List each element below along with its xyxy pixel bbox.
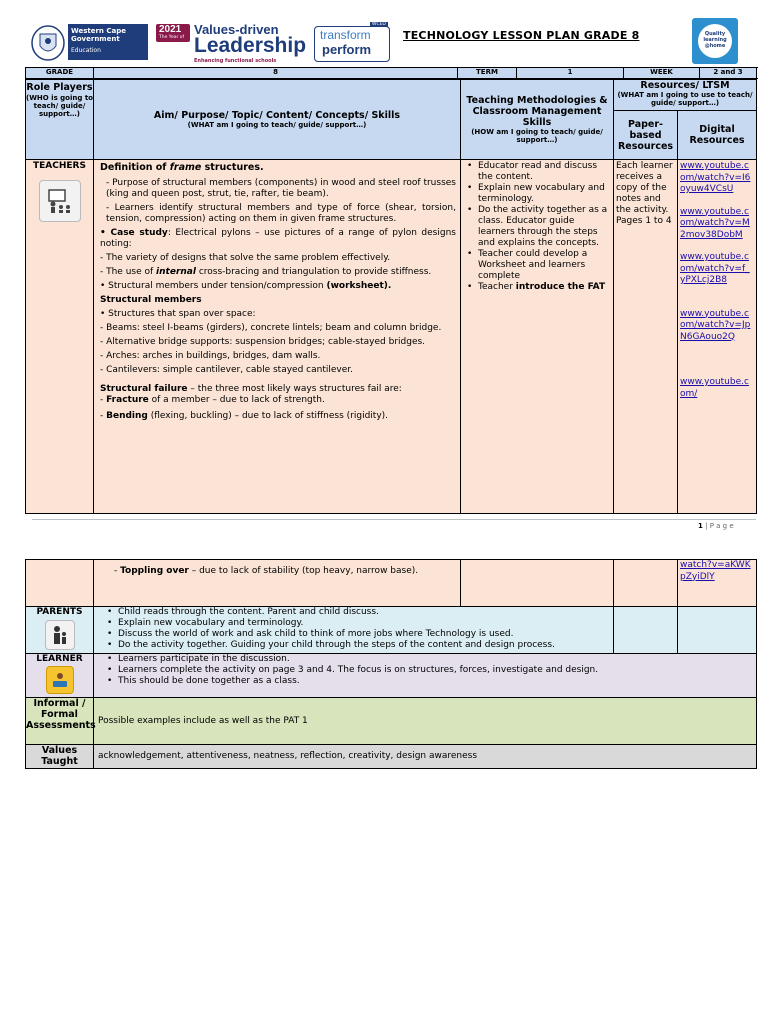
content-item: - Purpose of structural members (components) in wood and steel roof trusses (king and queen post, strut, tie, rafter, tie beam). <box>106 178 456 199</box>
failure-fracture: - Fracture of a member – due to lack of strength. <box>100 395 325 405</box>
paper-header: Paper-based Resources <box>614 111 678 160</box>
parent-child-icon <box>45 620 75 650</box>
column-header-row <box>26 80 757 111</box>
digital-header: Digital Resources <box>678 111 757 160</box>
content-item: - The use of internal cross-bracing and triangulation to provide stiffness. <box>100 267 432 277</box>
term-label: TERM <box>458 68 517 79</box>
method-item: • Do the activity together as a class. Educator guide learners through the steps and explains the concepts. <box>478 205 611 249</box>
tp-line1: transform <box>320 28 371 42</box>
parents-item: • Do the activity together. Guiding your child through the steps of the content and design process. <box>118 640 611 651</box>
methods-list <box>464 161 611 293</box>
vdl-year: 2021 <box>159 24 182 35</box>
content-item: • Structures that span over space: <box>100 309 256 319</box>
content-item: - Beams: steel I-beams (girders), concrete lintels; beam and column bridge. <box>100 323 442 333</box>
youtube-link[interactable]: www.youtube.com/watch?v=M2mov38DobM <box>680 206 750 240</box>
role-players-sub: (WHO is going to teach/ guide/ support…) <box>26 94 93 118</box>
parents-label: PARENTS <box>36 607 83 617</box>
wc-logo-line1: Western Cape <box>71 27 126 35</box>
youtube-link[interactable]: www.youtube.com/watch?v=JpN6GAouo2Q <box>680 308 751 342</box>
parents-list <box>100 607 611 651</box>
tp-line2: perform <box>322 42 372 57</box>
page-title: TECHNOLOGY LESSON PLAN GRADE 8 <box>403 29 640 42</box>
aim-title: Aim/ Purpose/ Topic/ Content/ Concepts/ Skills <box>153 110 401 121</box>
teachers-cell <box>26 160 94 514</box>
youtube-link[interactable]: www.youtube.com/watch?v=I6oyuw4VCsU <box>680 161 751 194</box>
learner-list <box>100 654 754 687</box>
assessment-text: Possible examples include as well as the PAT 1 <box>94 698 757 745</box>
values-text: acknowledgement, attentiveness, neatness, reflection, creativity, design awareness <box>94 745 757 769</box>
method-item: • Teacher introduce the FAT <box>478 282 611 293</box>
assessment-row <box>26 698 757 745</box>
week-value: 2 and 3 <box>700 68 757 79</box>
grade-value: 8 <box>94 68 458 79</box>
vdl-top: Values-driven <box>194 22 279 37</box>
wc-logo-line2: Government <box>71 35 120 43</box>
learner-label: LEARNER <box>36 654 83 664</box>
methods-title: Teaching Methodologies & Classroom Management Skills <box>466 95 608 128</box>
content-item: - Arches: arches in buildings, bridges, dam walls. <box>100 351 321 361</box>
footer-rule <box>32 519 756 520</box>
western-cape-logo <box>30 24 150 64</box>
learner-laptop-icon <box>46 666 74 694</box>
teachers-methods <box>461 160 614 514</box>
failure-bending: - Bending (flexing, buckling) – due to lack of stiffness (rigidity). <box>100 411 389 421</box>
method-item: • Explain new vocabulary and terminology. <box>478 183 611 205</box>
methods-header <box>461 80 614 160</box>
lesson-plan-table <box>25 67 757 79</box>
quality-learning-home-logo <box>692 18 738 64</box>
teacher-icon <box>39 180 81 222</box>
meta-row <box>26 68 757 79</box>
resources-header <box>614 80 757 111</box>
page-number: 1 | P a g e <box>698 522 734 530</box>
methods-sub: (HOW am I going to teach/ guide/ support…) <box>471 128 603 144</box>
coat-of-arms-icon <box>30 24 66 62</box>
parents-item: • Child reads through the content. Parent and child discuss. <box>118 607 611 618</box>
content-item: - Alternative bridge supports: suspension bridges; cable-stayed bridges. <box>100 337 426 347</box>
digital-resources <box>678 160 757 514</box>
learner-item: • Learners participate in the discussion. <box>118 654 754 665</box>
resources-sub: (WHAT am I going to use to teach/ guide/ support…) <box>617 91 753 107</box>
content-item: • Structural members under tension/compression (worksheet). <box>100 281 392 291</box>
content-item: - Cantilevers: simple cantilever, cable stayed cantilever. <box>100 365 353 375</box>
vdl-main: Leadership <box>194 34 307 57</box>
content-subheading: Structural members <box>100 295 202 305</box>
assessment-label: Informal / Formal Assessments <box>26 698 94 745</box>
page2-table <box>25 559 757 769</box>
tp-badge: WCED <box>372 22 386 27</box>
aim-header <box>94 80 461 160</box>
method-item: • Teacher could develop a Worksheet and learners complete <box>478 249 611 282</box>
method-item: • Educator read and discuss the content. <box>478 161 611 183</box>
learner-cell <box>26 654 94 698</box>
content-heading: Definition of frame structures. <box>100 162 264 173</box>
grade-label: GRADE <box>26 68 94 79</box>
teachers-row <box>26 160 757 514</box>
learner-row <box>26 654 757 698</box>
teachers-content <box>94 160 461 514</box>
values-row <box>26 745 757 769</box>
structural-failure: Structural failure – the three most likely ways structures fail are: <box>100 384 402 394</box>
learner-content <box>94 654 757 698</box>
paper-resources: Each learner receives a copy of the notes and the activity. Pages 1 to 4 <box>614 160 678 514</box>
content-table <box>25 79 757 514</box>
teachers-label: TEACHERS <box>33 161 86 171</box>
content-item: • Case study: Electrical pylons – use pictures of a range of pylon designs noting: <box>100 228 456 249</box>
resources-title: Resources/ LTSM <box>640 80 730 91</box>
wc-logo-line3: Education <box>71 47 101 54</box>
youtube-link[interactable]: www.youtube.com/watch?v=f_yPXLcj2B8 <box>680 252 750 285</box>
week-label: WEEK <box>624 68 700 79</box>
toppling-row <box>26 560 757 607</box>
content-item: - The variety of designs that solve the same problem effectively. <box>100 253 391 263</box>
transform-perform-logo <box>314 22 390 66</box>
role-players-title: Role Players <box>26 82 93 93</box>
parents-item: • Explain new vocabulary and terminology. <box>118 618 611 629</box>
youtube-link[interactable]: watch?v=aKWKpZyiDlY <box>680 560 751 582</box>
aim-sub: (WHAT am I going to teach/ guide/ support…) <box>187 121 367 129</box>
vdl-tag: Enhancing functional schools <box>194 58 277 64</box>
content-item: - Learners identify structural members and type of force (shear, torsion, tension, compression) acting on them in given frame structures. <box>106 203 456 224</box>
vdl-yearsub: The Year of <box>159 35 185 40</box>
ql-text: Quality learning @home <box>703 31 727 49</box>
role-players-header <box>26 80 94 160</box>
youtube-link[interactable]: www.youtube.com/ <box>680 377 749 399</box>
learner-item: • Learners complete the activity on page 3 and 4. The focus is on structures, forces, investigate and design. <box>118 665 754 676</box>
parents-content <box>94 607 614 654</box>
parents-row <box>26 607 757 654</box>
term-value: 1 <box>517 68 624 79</box>
toppling-text: - Toppling over – due to lack of stability (top heavy, narrow base). <box>94 560 461 607</box>
values-label: Values Taught <box>26 745 94 769</box>
parents-item: • Discuss the world of work and ask child to think of more jobs where Technology is used. <box>118 629 611 640</box>
learner-item: • This should be done together as a class. <box>118 676 754 687</box>
values-driven-leadership-logo <box>156 22 308 66</box>
parents-cell <box>26 607 94 654</box>
